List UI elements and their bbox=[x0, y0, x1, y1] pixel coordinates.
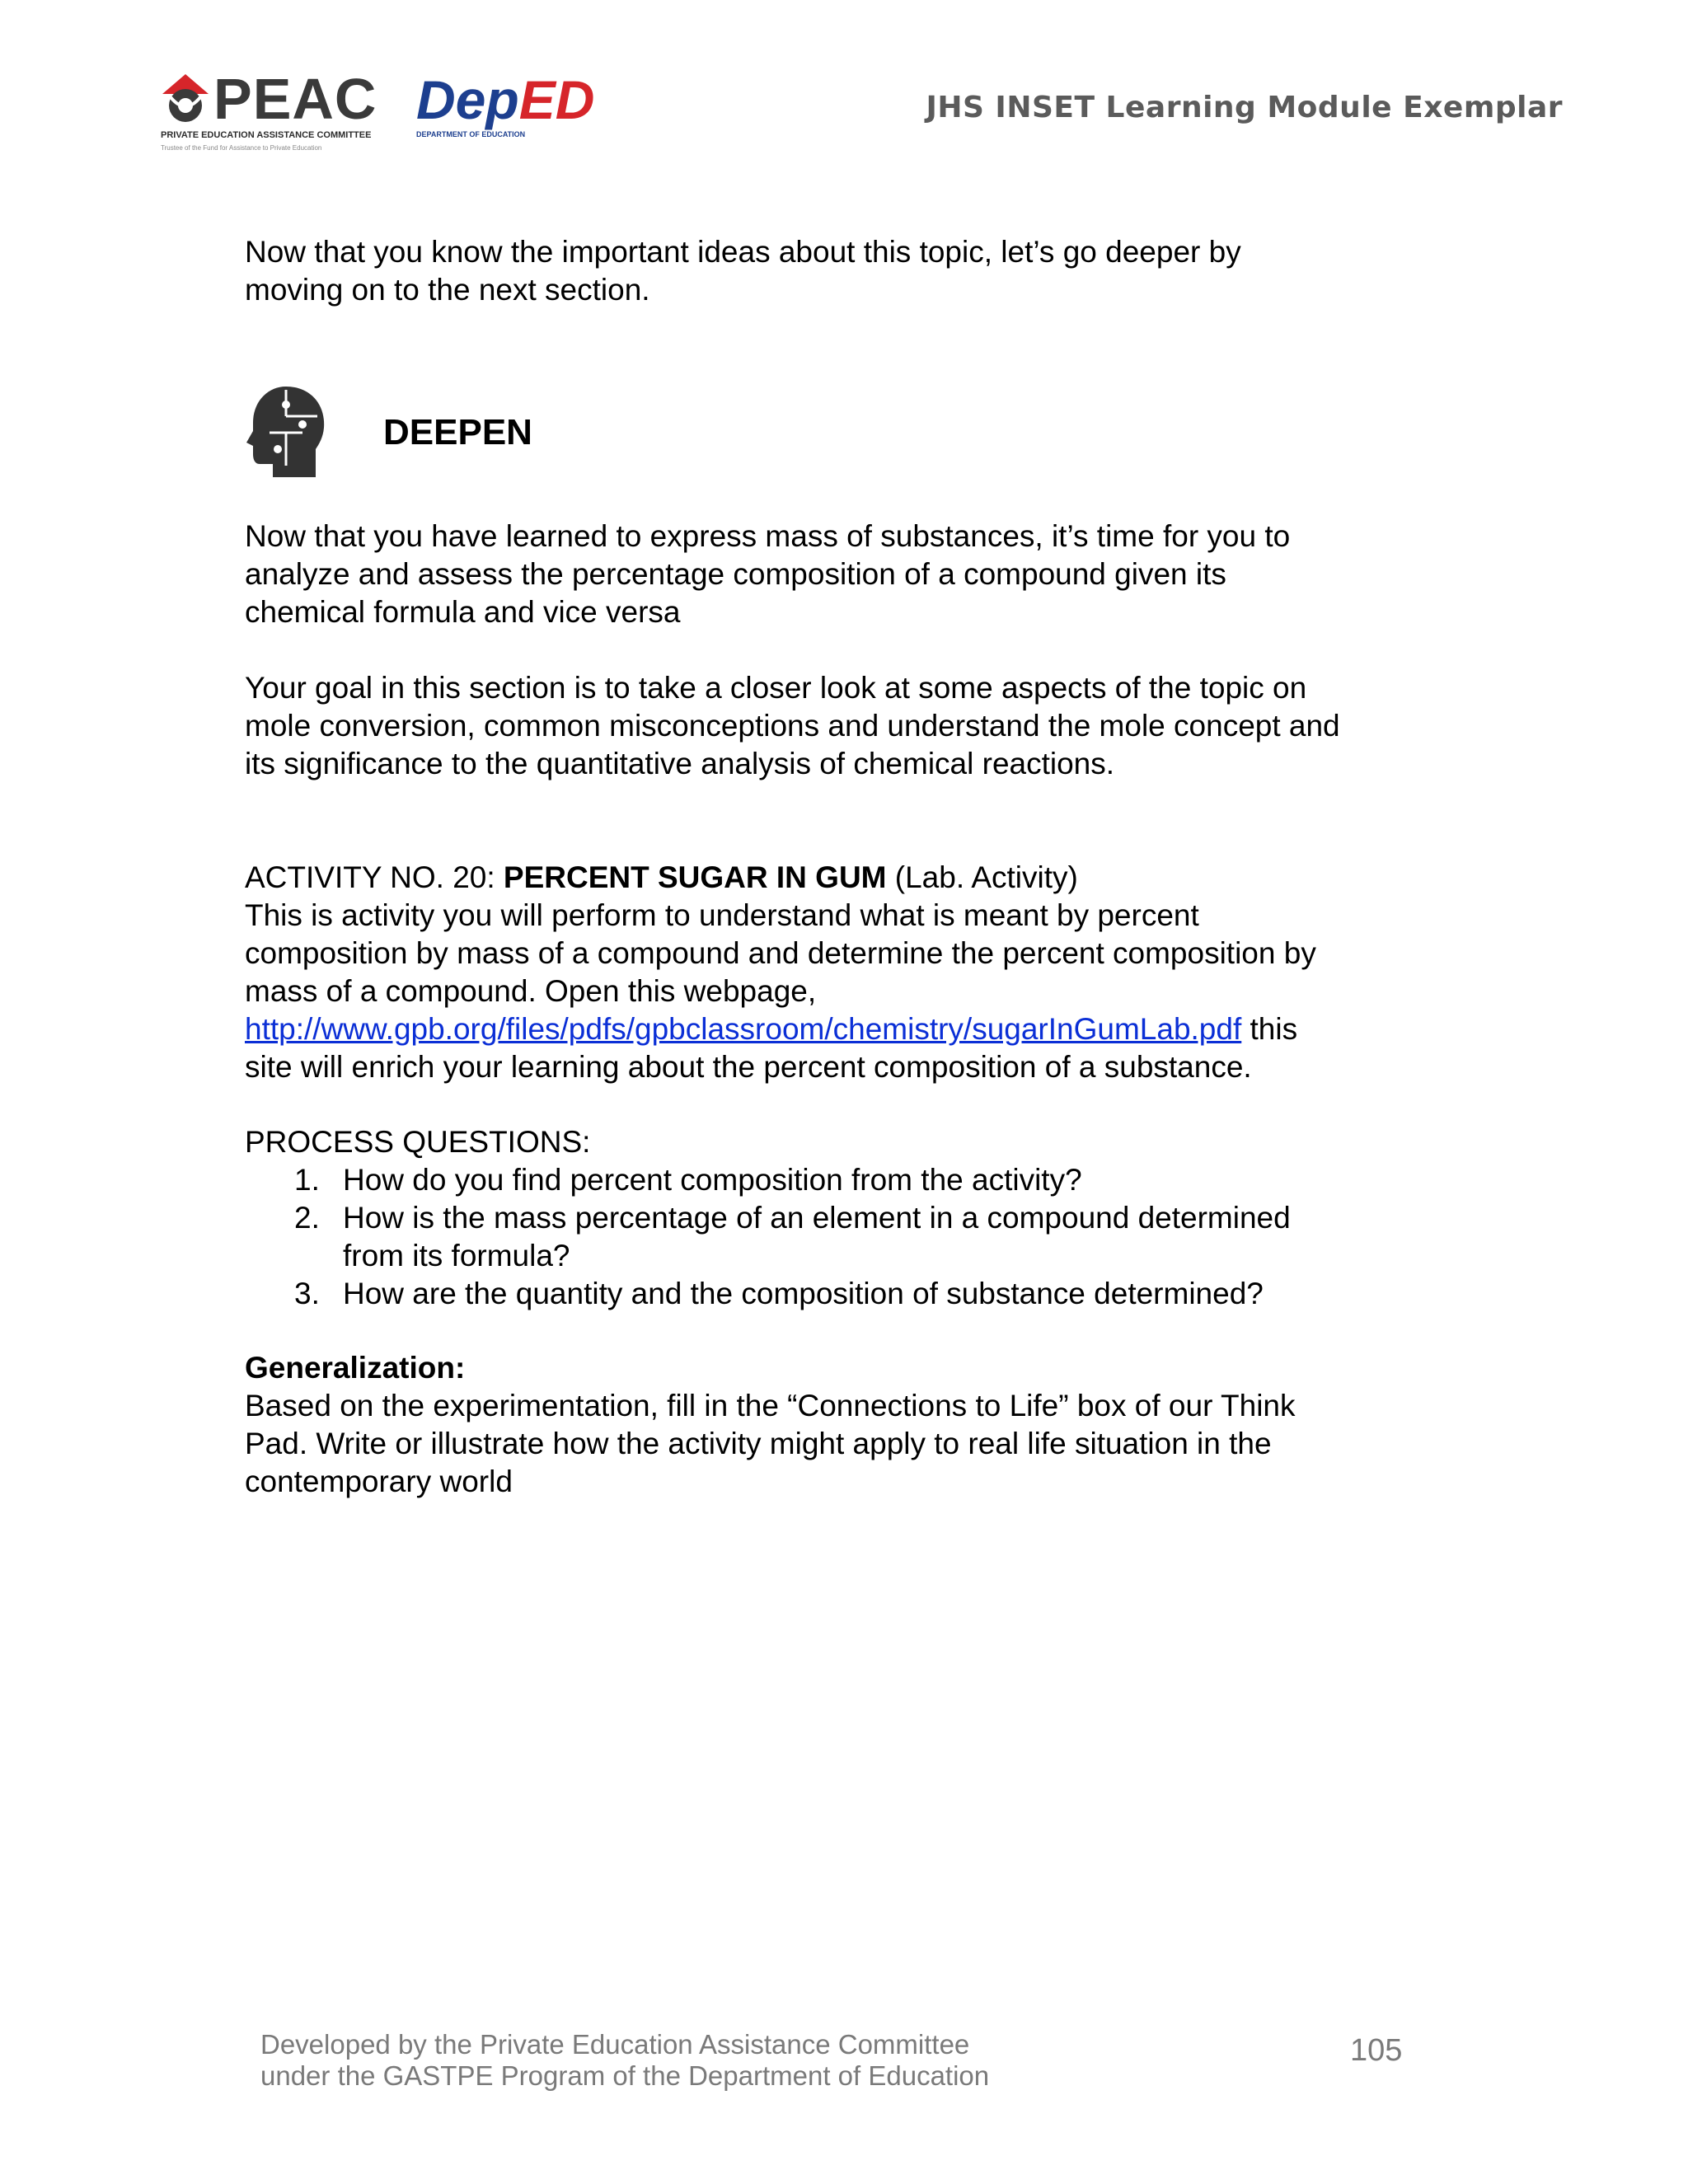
process-questions-list bbox=[245, 1161, 1291, 1313]
activity-webpage-link[interactable]: http://www.gpb.org/files/pdfs/gpbclassroom/chemistry/sugarInGumLab.pdf bbox=[245, 1012, 1242, 1046]
list-item bbox=[245, 1275, 1291, 1313]
section-title-deepen: DEEPEN bbox=[383, 412, 532, 452]
activity-line: This is activity you will perform to understand what is meant by percent bbox=[245, 898, 1199, 932]
list-item bbox=[245, 1199, 1291, 1275]
list-item bbox=[245, 1161, 1291, 1199]
activity-link-trailing-text: this bbox=[1241, 1012, 1298, 1046]
deepen-paragraph-2 bbox=[245, 669, 1340, 783]
paragraph-line: mole conversion, common misconceptions and understand the mole concept and bbox=[245, 709, 1340, 743]
paragraph-line: analyze and assess the percentage composition of a compound given its bbox=[245, 557, 1226, 591]
activity-line: composition by mass of a compound and determine the percent composition by bbox=[245, 936, 1316, 970]
activity-line: site will enrich your learning about the percent composition of a substance. bbox=[245, 1050, 1252, 1084]
list-item-number: 3. bbox=[294, 1277, 320, 1310]
activity-number: ACTIVITY NO. 20: bbox=[245, 860, 504, 894]
generalization-heading: Generalization: bbox=[245, 1351, 466, 1385]
list-item-text: How are the quantity and the composition of substance determined? bbox=[343, 1277, 1264, 1310]
peac-tagline: Trustee of the Fund for Assistance to Private Education bbox=[161, 144, 322, 152]
generalization-line: Based on the experimentation, fill in the “Connections to Life” box of our Think bbox=[245, 1389, 1296, 1422]
activity-link-line bbox=[245, 1010, 1316, 1048]
deepen-paragraph-1 bbox=[245, 518, 1290, 631]
generalization-line: contemporary world bbox=[245, 1465, 513, 1498]
page-footer bbox=[260, 2029, 989, 2092]
activity-name: PERCENT SUGAR IN GUM bbox=[503, 860, 887, 894]
deped-wordmark bbox=[416, 71, 594, 129]
intro-line: moving on to the next section. bbox=[245, 273, 650, 307]
deped-wordmark-dep: Dep bbox=[416, 69, 519, 130]
footer-line: under the GASTPE Program of the Department of Education bbox=[260, 2060, 990, 2091]
paragraph-line: Now that you have learned to express mass of substances, it’s time for you to bbox=[245, 519, 1291, 553]
intro-paragraph bbox=[245, 233, 1241, 309]
footer-line: Developed by the Private Education Assistance Committee bbox=[260, 2029, 970, 2060]
header-logos bbox=[161, 64, 595, 163]
paragraph-line: its significance to the quantitative analysis of chemical reactions. bbox=[245, 747, 1115, 780]
activity-title-line bbox=[245, 859, 1316, 897]
page-number: 105 bbox=[1350, 2033, 1403, 2068]
peac-subtitle: PRIVATE EDUCATION ASSISTANCE COMMITTEE bbox=[161, 130, 372, 140]
puzzle-head-icon bbox=[245, 383, 327, 480]
deped-logo bbox=[416, 64, 595, 159]
peac-emblem-icon bbox=[161, 73, 210, 124]
activity-type: (Lab. Activity) bbox=[886, 860, 1078, 894]
list-item-text: How is the mass percentage of an element in a compound determined bbox=[343, 1201, 1291, 1235]
generalization-line: Pad. Write or illustrate how the activity might apply to real life situation in the bbox=[245, 1427, 1272, 1460]
list-item-number: 1. bbox=[294, 1163, 320, 1197]
deped-subtitle: DEPARTMENT OF EDUCATION bbox=[416, 130, 526, 138]
generalization-section bbox=[245, 1349, 1296, 1501]
paragraph-line: chemical formula and vice versa bbox=[245, 595, 681, 629]
process-questions bbox=[245, 1123, 1291, 1313]
list-item-text: How do you find percent composition from the activity? bbox=[343, 1163, 1082, 1197]
paragraph-line: Your goal in this section is to take a closer look at some aspects of the topic on bbox=[245, 671, 1307, 705]
peac-wordmark: PEAC bbox=[213, 67, 377, 131]
module-header-title: JHS INSET Learning Module Exemplar bbox=[926, 91, 1563, 124]
list-item-number: 2. bbox=[294, 1201, 320, 1235]
intro-line: Now that you know the important ideas about this topic, let’s go deeper by bbox=[245, 235, 1241, 269]
process-questions-heading: PROCESS QUESTIONS: bbox=[245, 1125, 591, 1159]
activity-line: mass of a compound. Open this webpage, bbox=[245, 974, 817, 1008]
activity-section bbox=[245, 859, 1316, 1086]
list-item-text: from its formula? bbox=[343, 1239, 570, 1272]
deped-wordmark-ed: ED bbox=[518, 69, 595, 130]
peac-logo bbox=[161, 64, 387, 159]
